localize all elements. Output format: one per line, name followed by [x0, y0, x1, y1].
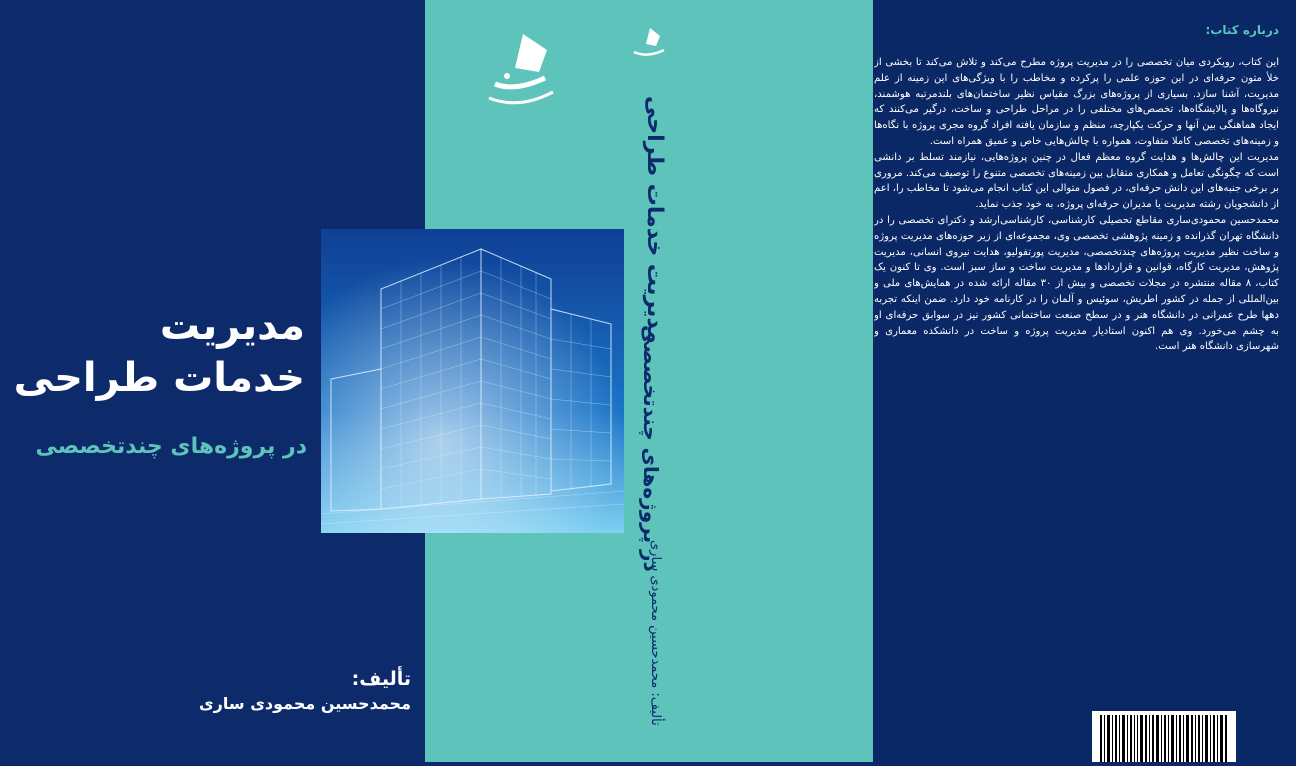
spine-author: تألیف: محمدحسین محمودی ساری — [648, 540, 663, 726]
author-name: محمدحسین محمودی ساری — [199, 694, 411, 713]
book-title-line1: مدیریت — [159, 303, 305, 349]
barcode — [1092, 711, 1236, 762]
about-book-heading: درباره کتاب: — [1205, 23, 1279, 37]
about-paragraph: این کتاب، رویکردی میان تخصصی را در مدیریت پروژه مطرح می‌کند و تلاش می‌کند تا بخشی از خلأ متون حرفه‌ای در این حوزه علمی را پرکرده و مخاطب را با ویژگی‌های این زمینه از علم مدیریت، آشنا سازد. بسیاری از پروژه‌های بزرگ مقیاس نظیر ساختمان‌های بلندمرتبه هوشمند، نیروگاه‌ها و پالایشگاه‌ها، تخصص‌های مختلفی را در مراحل طراحی و ساخت، درگیر می‌کنند که ایجاد هماهنگی بین آنها و حرکت یکپارچه، منظم و سازمان یافته افراد گروه مجری پروژه با نگاه‌ها و زمینه‌های تخصصی کاملا متفاوت، همواره با چالش‌هایی خاص و عمیق همراه است. — [874, 57, 1279, 147]
about-paragraph: مدیریت این چالش‌ها و هدایت گروه معظم فعال در چنین پروژه‌هایی، نیازمند تسلط بر دانشی است که چگونگی تعامل و همکاری متقابل بین زمینه‌های تخصصی متنوع را توصیف می‌کند. مروری بر برخی جنبه‌های این دانش حرفه‌ای، در فصول متوالی این کتاب انجام می‌شود تا مخاطب را، اعم از دانشجویان رشته مدیریت یا مدیران حرفه‌ای پروژه، به خود جذب نماید. — [874, 151, 1279, 211]
building-wireframe-illustration — [321, 229, 624, 533]
publisher-logo-small — [628, 26, 668, 62]
book-title — [14, 300, 305, 404]
about-paragraph: محمدحسین محمودی‌ساری مقاطع تحصیلی کارشناسی، کارشناسی‌ارشد و دکترای تخصصی را در دانشگاه تهران گذرانده و زمینه پژوهشی تخصصی وی، مجموعه‌ای از زیر حوزه‌های مدیریت پروژه و ساخت نظیر مدیریت پروژه‌های چندتخصصی، مدیریت پورتفولیو، هدایت نیروی انسانی، مدیریت پژوهش، مدیریت کارگاه، قوانین و قراردادها و مدیریت ساخت و ساز سبز است. وی تا کنون یک کتاب، ۸ مقاله منتشره در مجلات تخصصی و بیش از ۳۰ مقاله ارائه شده در همایش‌های ملی و بین‌المللی از جمله در کشور اطریش، سوئیس و آلمان را در کارنامه خود دارد. ضمن اینکه تجربه دهها طرح عمرانی در دانشگاه هنر و در سطح صنعت ساختمانی کشور نیز در سوابق حرفه‌ای او به چشم می‌خورد. وی هم اکنون استادیار مدیریت پروژه و ساخت در دانشکده معماری و شهرسازی دانشگاه هنر است. — [874, 214, 1279, 353]
book-title-line2: خدمات طراحی — [13, 355, 305, 401]
book-subtitle: در پروژه‌های چندتخصصی — [35, 434, 307, 459]
author-label: تألیف: — [351, 668, 411, 690]
about-book-text — [874, 55, 1279, 475]
publisher-logo — [475, 28, 565, 118]
spine-title: مدیریت خدمات طراحی — [642, 96, 667, 344]
spine-subtitle: در پروژه‌های چندتخصصی — [639, 325, 663, 572]
